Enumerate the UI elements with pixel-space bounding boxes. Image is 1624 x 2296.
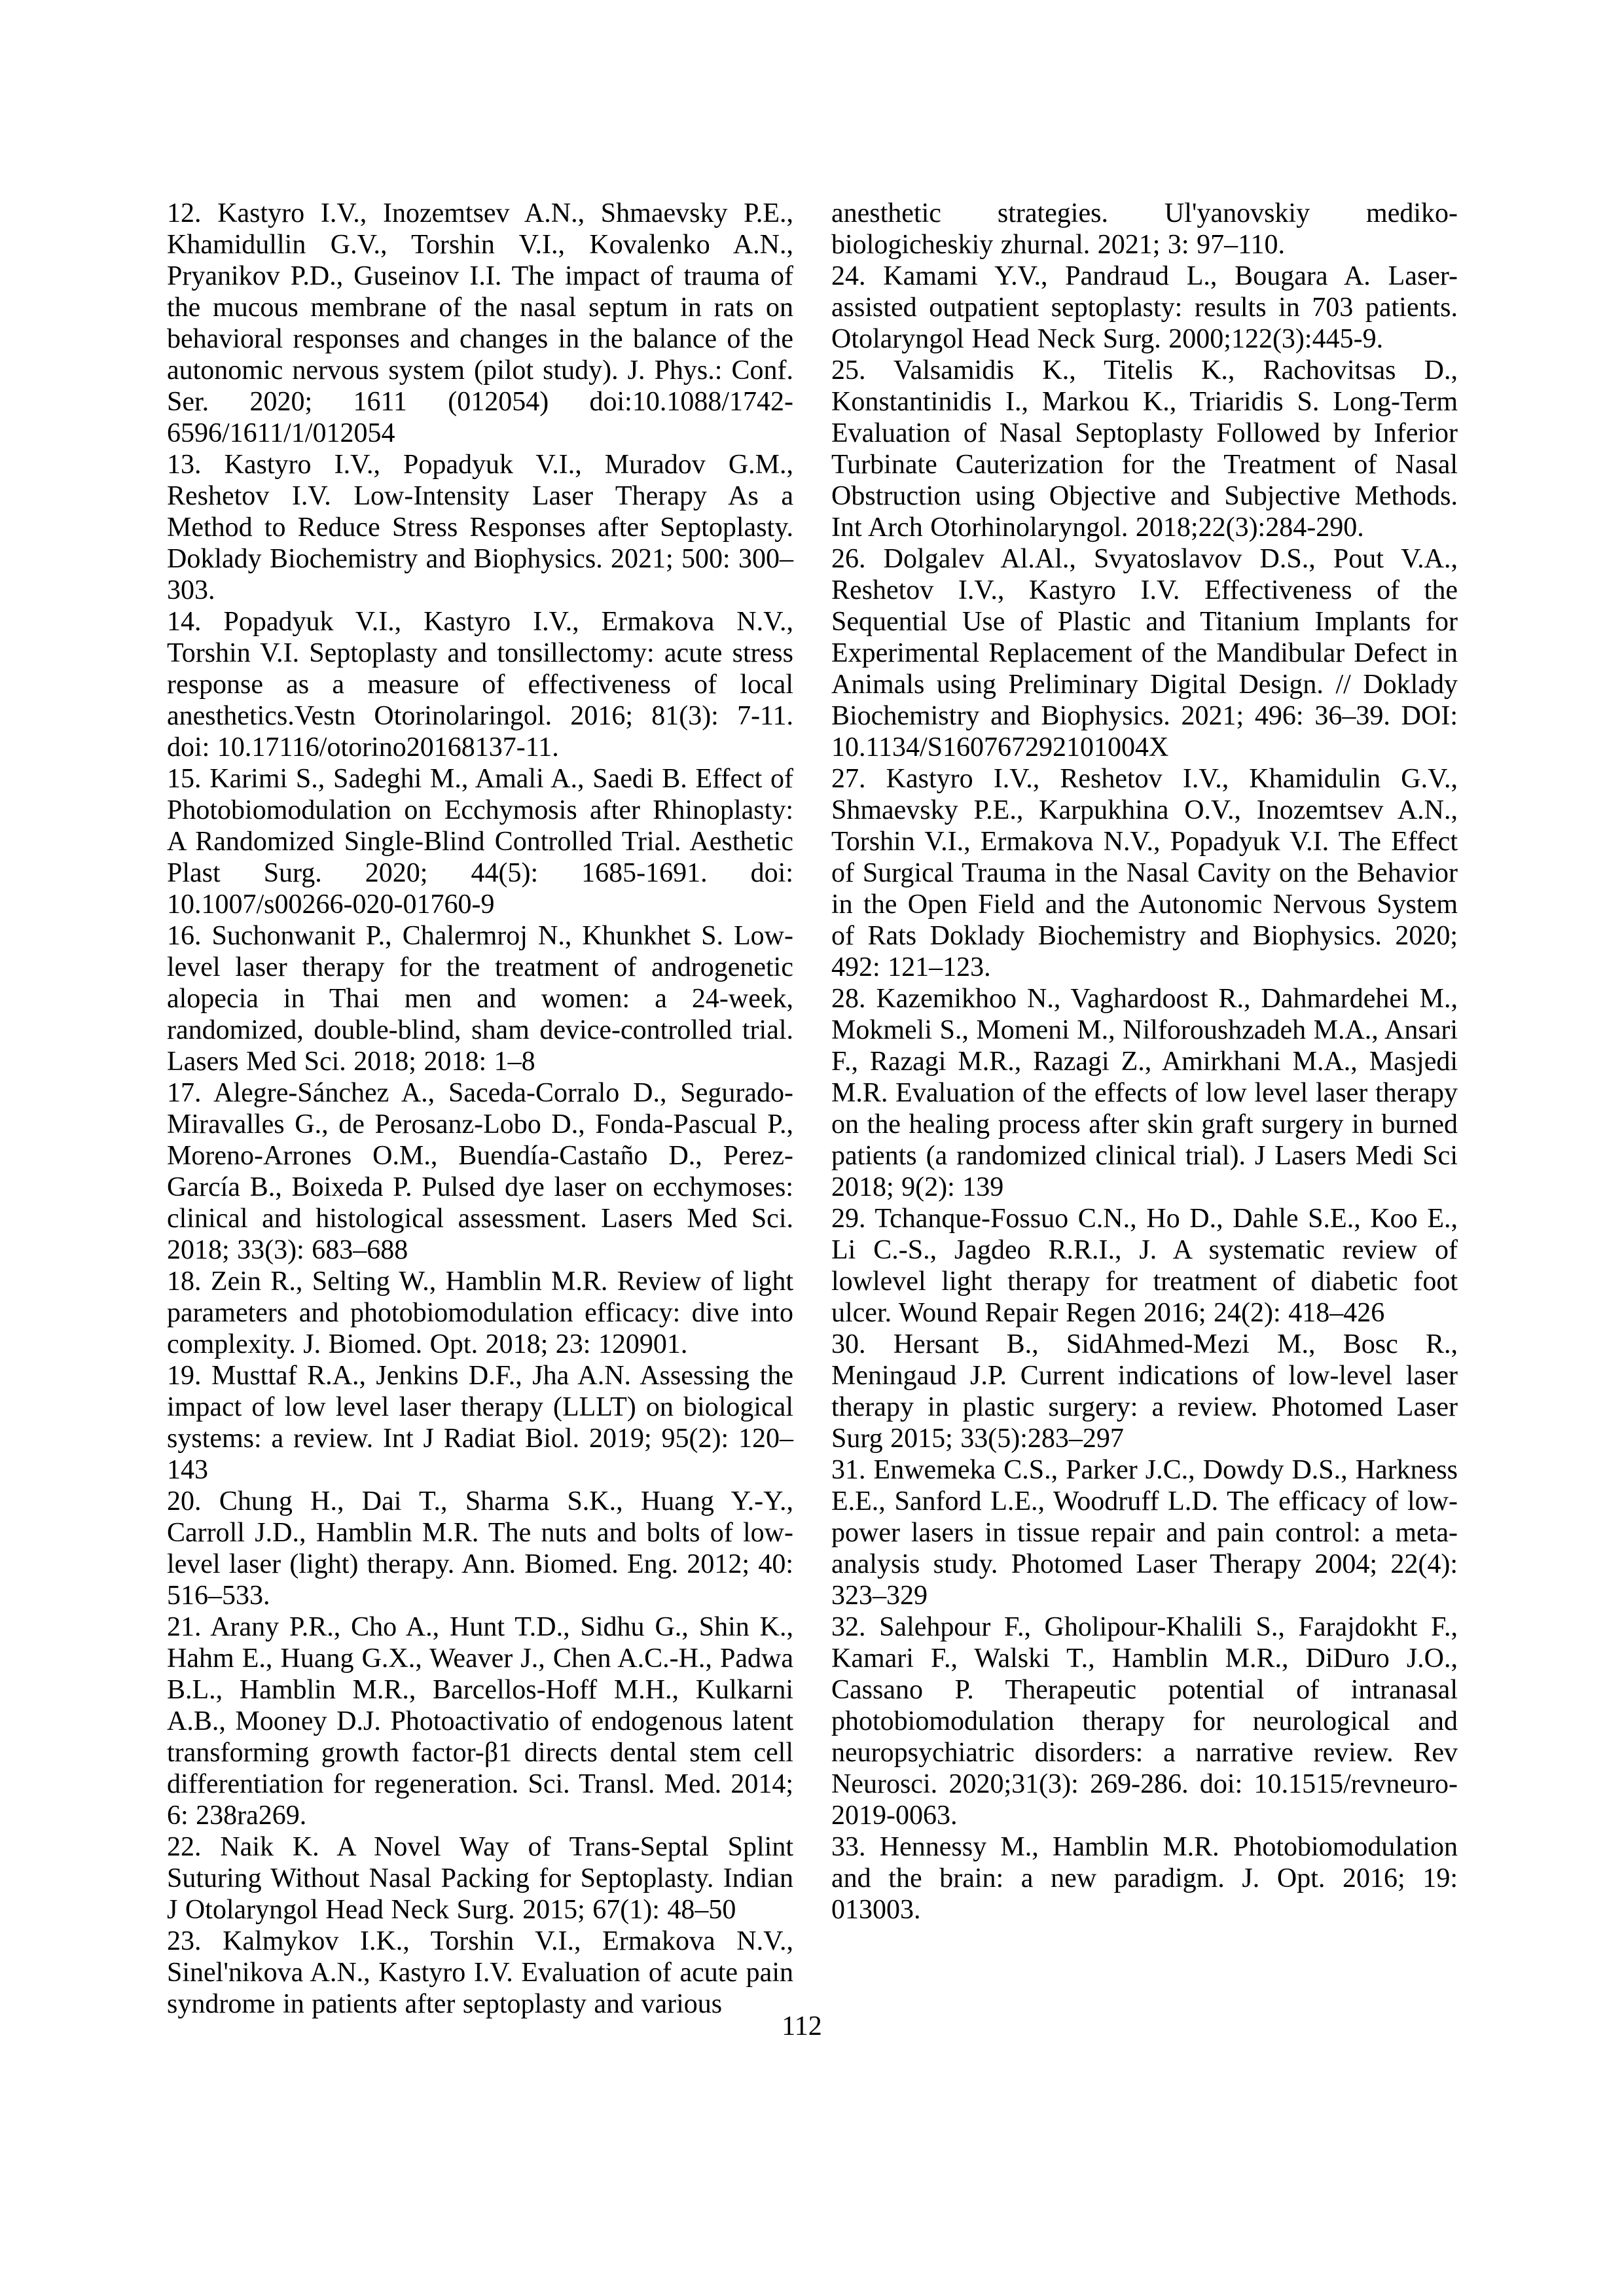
page-number: 112 xyxy=(782,2011,822,2041)
reference-item: 16. Suchonwanit P., Chalermroj N., Khunkhet S. Low-level laser therapy for the treatment of androgenetic alopecia in Thai men and women: a 24-week, randomized, double-blind, sham device-controlled trial. Lasers Med Sci. 2018; 2018: 1–8 xyxy=(167,921,793,1077)
reference-item: 31. Enwemeka C.S., Parker J.C., Dowdy D.S., Harkness E.E., Sanford L.E., Woodruff L.D. The efficacy of low-power lasers in tissue repair and pain control: a meta-analysis study. Photomed Laser Therapy 2004; 22(4): 323–329 xyxy=(831,1455,1458,1611)
reference-item: 14. Popadyuk V.I., Kastyro I.V., Ermakova N.V., Torshin V.I. Septoplasty and tonsillectomy: acute stress response as a measure of effectiveness of local anesthetics.Vestn Otorinolaringol. 2016; 81(3): 7-11. doi: 10.17116/otorino20168137-11. xyxy=(167,607,793,762)
reference-item: 17. Alegre-Sánchez A., Saceda-Corralo D., Segurado-Miravalles G., de Perosanz-Lobo D., Fonda-Pascual P., Moreno-Arrones O.M., Buendía-Castaño D., Perez-García B., Boixeda P. Pulsed dye laser on ecchymoses: clinical and histological assessment. Lasers Med Sci. 2018; 33(3): 683–688 xyxy=(167,1078,793,1265)
references-column-left xyxy=(167,198,793,2020)
reference-item: 33. Hennessy M., Hamblin M.R. Photobiomodulation and the brain: a new paradigm. J. Opt. 2016; 19: 013003. xyxy=(831,1832,1458,1925)
reference-item: 18. Zein R., Selting W., Hamblin M.R. Review of light parameters and photobiomodulation efficacy: dive into complexity. J. Biomed. Opt. 2018; 23: 120901. xyxy=(167,1266,793,1359)
reference-item: 32. Salehpour F., Gholipour-Khalili S., Farajdokht F., Kamari F., Walski T., Hamblin M.R., DiDuro J.O., Cassano P. Therapeutic potential of intranasal photobiomodulation therapy for neurological and neuropsychiatric disorders: a narrative review. Rev Neurosci. 2020;31(3): 269-286. doi: 10.1515/revneuro-2019-0063. xyxy=(831,1612,1458,1831)
reference-item: 29. Tchanque-Fossuo C.N., Ho D., Dahle S.E., Koo E., Li C.-S., Jagdeo R.R.I., J. A systematic review of lowlevel light therapy for treatment of diabetic foot ulcer. Wound Repair Regen 2016; 24(2): 418–426 xyxy=(831,1204,1458,1328)
references-columns xyxy=(167,198,1458,2020)
reference-item: 19. Musttaf R.A., Jenkins D.F., Jha A.N. Assessing the impact of low level laser therapy (LLLT) on biological systems: a review. Int J Radiat Biol. 2019; 95(2): 120–143 xyxy=(167,1361,793,1485)
reference-item: 25. Valsamidis K., Titelis K., Rachovitsas D., Konstantinidis I., Markou K., Triaridis S. Long-Term Evaluation of Nasal Septoplasty Followed by Inferior Turbinate Cauterization for the Treatment of Nasal Obstruction using Objective and Subjective Methods. Int Arch Otorhinolaryngol. 2018;22(3):284-290. xyxy=(831,355,1458,543)
reference-item: 23. Kalmykov I.K., Torshin V.I., Ermakova N.V., Sinel'nikova A.N., Kastyro I.V. Evaluation of acute pain syndrome in patients after septoplasty and various xyxy=(167,1926,793,2019)
reference-item: 20. Chung H., Dai T., Sharma S.K., Huang Y.-Y., Carroll J.D., Hamblin M.R. The nuts and bolts of low-level laser (light) therapy. Ann. Biomed. Eng. 2012; 40: 516–533. xyxy=(167,1486,793,1611)
reference-item: 24. Kamami Y.V., Pandraud L., Bougara A. Laser-assisted outpatient septoplasty: results in 703 patients. Otolaryngol Head Neck Surg. 2000;122(3):445-9. xyxy=(831,261,1458,354)
reference-item: 28. Kazemikhoo N., Vaghardoost R., Dahmardehei M., Mokmeli S., Momeni M., Nilforoushzadeh M.A., Ansari F., Razagi M.R., Razagi Z., Amirkhani M.A., Masjedi M.R. Evaluation of the effects of low level laser therapy on the healing process after skin graft surgery in burned patients (a randomized clinical trial). J Lasers Medi Sci 2018; 9(2): 139 xyxy=(831,984,1458,1202)
reference-item: 22. Naik K. A Novel Way of Trans-Septal Splint Suturing Without Nasal Packing for Septoplasty. Indian J Otolaryngol Head Neck Surg. 2015; 67(1): 48–50 xyxy=(167,1832,793,1925)
reference-item: 15. Karimi S., Sadeghi M., Amali A., Saedi B. Effect of Photobiomodulation on Ecchymosis after Rhinoplasty: A Randomized Single-Blind Controlled Trial. Aesthetic Plast Surg. 2020; 44(5): 1685-1691. doi: 10.1007/s00266-020-01760-9 xyxy=(167,764,793,920)
reference-item: 26. Dolgalev Al.Al., Svyatoslavov D.S., Pout V.A., Reshetov I.V., Kastyro I.V. Effectiveness of the Sequential Use of Plastic and Titanium Implants for Experimental Replacement of the Mandibular Defect in Animals using Preliminary Digital Design. // Doklady Biochemistry and Biophysics. 2021; 496: 36–39. DOI: 10.1134/S160767292101004X xyxy=(831,544,1458,762)
reference-item: anesthetic strategies. Ul'yanovskiy mediko-biologicheskiy zhurnal. 2021; 3: 97–110. xyxy=(831,198,1458,260)
references-column-right xyxy=(831,198,1458,2020)
reference-item: 27. Kastyro I.V., Reshetov I.V., Khamidulin G.V., Shmaevsky P.E., Karpukhina O.V., Inozemtsev A.N., Torshin V.I., Ermakova N.V., Popadyuk V.I. The Effect of Surgical Trauma in the Nasal Cavity on the Behavior in the Open Field and the Autonomic Nervous System of Rats Doklady Biochemistry and Biophysics. 2020; 492: 121–123. xyxy=(831,764,1458,982)
reference-item: 13. Kastyro I.V., Popadyuk V.I., Muradov G.M., Reshetov I.V. Low-Intensity Laser Therapy As a Method to Reduce Stress Responses after Septoplasty. Doklady Biochemistry and Biophysics. 2021; 500: 300–303. xyxy=(167,450,793,605)
reference-item: 12. Kastyro I.V., Inozemtsev A.N., Shmaevsky P.E., Khamidullin G.V., Torshin V.I., Kovalenko A.N., Pryanikov P.D., Guseinov I.I. The impact of trauma of the mucous membrane of the nasal septum in rats on behavioral responses and changes in the balance of the autonomic nervous system (pilot study). J. Phys.: Conf. Ser. 2020; 1611 (012054) doi:10.1088/1742-6596/1611/1/012054 xyxy=(167,198,793,448)
reference-item: 30. Hersant B., SidAhmed-Mezi M., Bosc R., Meningaud J.P. Current indications of low-level laser therapy in plastic surgery: a review. Photomed Laser Surg 2015; 33(5):283–297 xyxy=(831,1329,1458,1454)
reference-item: 21. Arany P.R., Cho A., Hunt T.D., Sidhu G., Shin K., Hahm E., Huang G.X., Weaver J., Chen A.C.-H., Padwa B.L., Hamblin M.R., Barcellos-Hoff M.H., Kulkarni A.B., Mooney D.J. Photoactivatio of endogenous latent transforming growth factor-β1 directs dental stem cell differentiation for regeneration. Sci. Transl. Med. 2014; 6: 238ra269. xyxy=(167,1612,793,1831)
